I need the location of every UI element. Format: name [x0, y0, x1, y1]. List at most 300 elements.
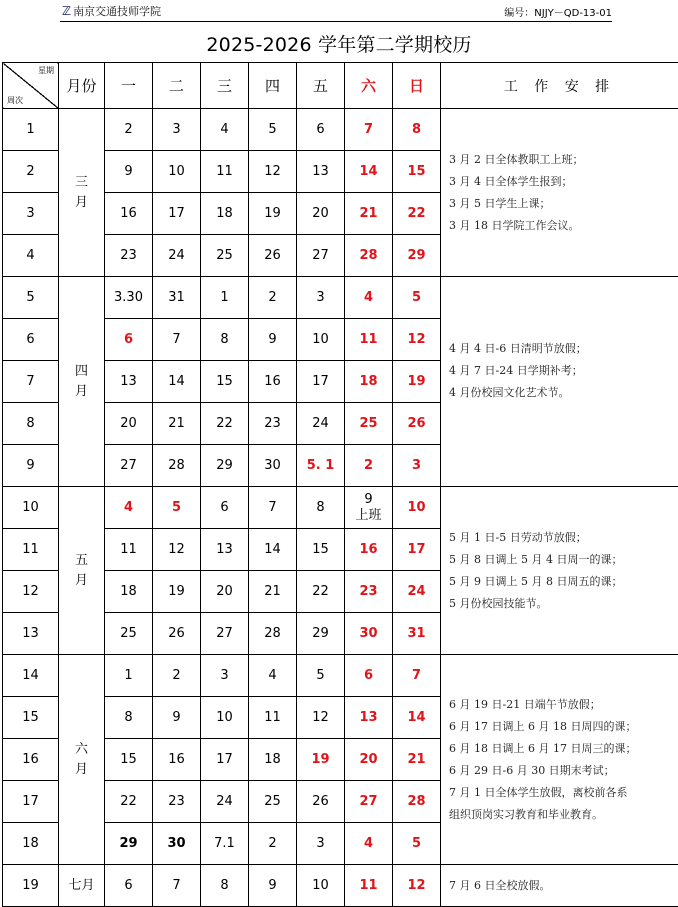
- date-cell: [393, 193, 441, 235]
- date-value: 10: [153, 164, 200, 179]
- date-cell: [201, 193, 249, 235]
- date-value: 17: [297, 374, 344, 389]
- date-value: 18: [249, 752, 296, 767]
- week-number: 13: [3, 613, 59, 655]
- page-title: 2025-2026 学年第二学期校历: [0, 30, 678, 57]
- date-cell: [153, 529, 201, 571]
- date-value: 28: [393, 794, 440, 809]
- date-cell: [105, 235, 153, 277]
- date-cell: [105, 109, 153, 151]
- date-cell: [345, 361, 393, 403]
- date-value: 16: [105, 206, 152, 221]
- date-cell: [249, 739, 297, 781]
- date-value: 21: [345, 206, 392, 221]
- week-row: [3, 277, 678, 319]
- date-cell: [105, 655, 153, 697]
- date-cell: [249, 487, 297, 529]
- date-value: 7: [153, 878, 200, 893]
- header-week-label: 周次: [7, 96, 23, 105]
- date-cell: [153, 403, 201, 445]
- date-value: 17: [393, 542, 440, 557]
- date-value: 6: [201, 500, 248, 515]
- date-cell: [297, 487, 345, 529]
- date-value: 15: [393, 164, 440, 179]
- work-arrangement-line: 3 月 18 日学院工作会议。: [449, 215, 674, 237]
- week-row: [3, 109, 678, 151]
- date-value: 1: [201, 290, 248, 305]
- date-value: 17: [201, 752, 248, 767]
- date-cell: [153, 613, 201, 655]
- date-value: 24: [297, 416, 344, 431]
- month-label: 月: [59, 760, 104, 780]
- date-cell: [297, 781, 345, 823]
- month-cell: [59, 109, 105, 277]
- date-value: 30: [249, 458, 296, 473]
- date-value: 6: [105, 332, 152, 347]
- header-day: 一: [105, 63, 153, 109]
- header-rule: [60, 21, 612, 22]
- date-cell: [297, 655, 345, 697]
- date-cell: [105, 865, 153, 907]
- date-cell: [345, 193, 393, 235]
- date-value: 23: [249, 416, 296, 431]
- date-value: 28: [249, 626, 296, 641]
- date-cell: [393, 487, 441, 529]
- date-value: 27: [297, 248, 344, 263]
- date-value: 14: [345, 164, 392, 179]
- date-value: 6: [345, 668, 392, 683]
- work-arrangement-line: 4 月 7 日-24 日学期补考；: [449, 360, 674, 382]
- date-value: 14: [249, 542, 296, 557]
- date-value: 12: [249, 164, 296, 179]
- date-value: 9: [105, 164, 152, 179]
- date-value: 14: [393, 710, 440, 725]
- date-cell: [297, 403, 345, 445]
- date-value: 7: [153, 332, 200, 347]
- date-cell: [393, 571, 441, 613]
- document-header: [0, 0, 678, 28]
- date-cell: [393, 865, 441, 907]
- week-number: 2: [3, 151, 59, 193]
- date-value: 9: [249, 332, 296, 347]
- date-cell: [201, 823, 249, 865]
- date-value: 15: [105, 752, 152, 767]
- month-label: 月: [59, 382, 104, 402]
- header-day-saturday: 六: [345, 63, 393, 109]
- date-value: 26: [153, 626, 200, 641]
- date-cell: [153, 151, 201, 193]
- header-day: 三: [201, 63, 249, 109]
- date-cell: [249, 193, 297, 235]
- date-value: 11: [345, 878, 392, 893]
- date-value: 19: [153, 584, 200, 599]
- date-value: 3: [297, 290, 344, 305]
- date-cell: [105, 487, 153, 529]
- week-number: 17: [3, 781, 59, 823]
- month-label: 七月: [59, 876, 104, 896]
- date-cell: [393, 739, 441, 781]
- date-cell: [345, 865, 393, 907]
- month-cell: [59, 655, 105, 865]
- week-row: [3, 865, 678, 907]
- document-code: 编号：NJJY－QD-13-01: [504, 4, 612, 19]
- date-cell: [249, 361, 297, 403]
- date-cell: [393, 781, 441, 823]
- date-value: 15: [201, 374, 248, 389]
- date-value: 2: [105, 122, 152, 137]
- date-value: 9: [345, 492, 392, 508]
- date-value: 27: [105, 458, 152, 473]
- date-value: 5. 1: [297, 458, 344, 473]
- date-cell: [345, 151, 393, 193]
- date-value: 21: [249, 584, 296, 599]
- header-work-arrangement: 工 作 安 排: [441, 63, 678, 109]
- header-day: 四: [249, 63, 297, 109]
- date-value: 20: [201, 584, 248, 599]
- date-value: 11: [249, 710, 296, 725]
- month-cell: [59, 865, 105, 907]
- date-value: 12: [393, 878, 440, 893]
- date-cell: [105, 277, 153, 319]
- date-value: 25: [201, 248, 248, 263]
- work-arrangement-line: 3 月 5 日学生上课；: [449, 193, 674, 215]
- date-cell: [153, 319, 201, 361]
- date-value: 28: [153, 458, 200, 473]
- date-cell: [297, 865, 345, 907]
- date-cell: [393, 445, 441, 487]
- date-cell: [249, 319, 297, 361]
- date-value: 10: [297, 878, 344, 893]
- date-value: 4: [345, 290, 392, 305]
- date-value: 5: [393, 836, 440, 851]
- date-cell: [201, 613, 249, 655]
- date-value: 4: [105, 500, 152, 515]
- date-cell: [297, 445, 345, 487]
- date-value: 1: [105, 668, 152, 683]
- date-cell: [153, 739, 201, 781]
- work-arrangement-line: 6 月 17 日调上 6 月 18 日周四的课；: [449, 716, 674, 738]
- date-cell: [201, 403, 249, 445]
- date-cell: [105, 781, 153, 823]
- date-value: 13: [345, 710, 392, 725]
- date-cell: [201, 235, 249, 277]
- corner-header: [3, 63, 59, 109]
- date-value: 27: [201, 626, 248, 641]
- date-value: 12: [297, 710, 344, 725]
- date-value: 3: [393, 458, 440, 473]
- date-value: 31: [393, 626, 440, 641]
- date-value: 22: [105, 794, 152, 809]
- date-cell: [393, 277, 441, 319]
- date-value: 30: [153, 836, 200, 851]
- date-value: 2: [249, 836, 296, 851]
- week-number: 9: [3, 445, 59, 487]
- date-value: 3: [297, 836, 344, 851]
- date-value: 20: [345, 752, 392, 767]
- date-cell: [345, 781, 393, 823]
- date-value: 9: [153, 710, 200, 725]
- week-number: 5: [3, 277, 59, 319]
- date-cell: [153, 781, 201, 823]
- date-cell: [153, 865, 201, 907]
- date-value: 18: [201, 206, 248, 221]
- date-cell: [249, 571, 297, 613]
- date-cell: [345, 529, 393, 571]
- date-cell: [297, 697, 345, 739]
- date-value: 4: [201, 122, 248, 137]
- date-value: 13: [297, 164, 344, 179]
- header-day: 五: [297, 63, 345, 109]
- date-cell: [201, 571, 249, 613]
- date-cell: [345, 739, 393, 781]
- date-value: 29: [105, 836, 152, 851]
- date-value: 31: [153, 290, 200, 305]
- date-value: 5: [393, 290, 440, 305]
- date-cell: [297, 151, 345, 193]
- table-header-row: [3, 63, 678, 109]
- date-value: 15: [297, 542, 344, 557]
- date-value: 10: [297, 332, 344, 347]
- date-cell: [153, 697, 201, 739]
- date-value: 5: [297, 668, 344, 683]
- date-value: 20: [105, 416, 152, 431]
- date-cell: [105, 403, 153, 445]
- work-arrangement-line: 6 月 19 日-21 日端午节放假；: [449, 694, 674, 716]
- date-cell: [249, 529, 297, 571]
- header-day-sunday: 日: [393, 63, 441, 109]
- work-arrangement-cell: [441, 109, 678, 277]
- week-number: 1: [3, 109, 59, 151]
- date-cell: [345, 445, 393, 487]
- week-number: 11: [3, 529, 59, 571]
- work-arrangement-line: 组织顶岗实习教育和毕业教育。: [449, 804, 674, 826]
- date-value: 20: [297, 206, 344, 221]
- date-cell: [153, 277, 201, 319]
- date-cell: [249, 655, 297, 697]
- date-cell: [393, 613, 441, 655]
- week-number: 12: [3, 571, 59, 613]
- date-cell: [297, 319, 345, 361]
- work-arrangement-line: 6 月 29 日-6 月 30 日期末考试；: [449, 760, 674, 782]
- date-value: 2: [249, 290, 296, 305]
- date-cell: [345, 823, 393, 865]
- date-value: 21: [153, 416, 200, 431]
- date-value: 22: [297, 584, 344, 599]
- work-arrangement-line: 5 月 1 日-5 日劳动节放假；: [449, 527, 674, 549]
- school-logo-icon: ℤ: [62, 4, 71, 18]
- date-value: 4: [345, 836, 392, 851]
- date-value: 28: [345, 248, 392, 263]
- date-value: 14: [153, 374, 200, 389]
- month-label: 四: [59, 362, 104, 382]
- work-arrangement-cell: [441, 277, 678, 487]
- week-row: [3, 487, 678, 529]
- header-month: 月份: [59, 63, 105, 109]
- date-cell: [105, 445, 153, 487]
- work-arrangement-line: [449, 404, 674, 426]
- date-value: 25: [249, 794, 296, 809]
- work-arrangement-line: 4 月份校园文化艺术节。: [449, 382, 674, 404]
- month-label: 五: [59, 551, 104, 571]
- date-value: 9: [249, 878, 296, 893]
- date-cell: [297, 823, 345, 865]
- date-value: 29: [201, 458, 248, 473]
- date-cell: [249, 445, 297, 487]
- date-cell: [201, 655, 249, 697]
- date-cell: [297, 193, 345, 235]
- date-value: 25: [345, 416, 392, 431]
- date-cell: [105, 529, 153, 571]
- work-arrangement-cell: [441, 865, 678, 907]
- date-cell: [105, 697, 153, 739]
- date-value: 8: [297, 500, 344, 515]
- date-value: 8: [201, 332, 248, 347]
- date-value: 12: [393, 332, 440, 347]
- date-value: 3.30: [105, 290, 152, 305]
- work-arrangement-line: 4 月 4 日-6 日清明节放假；: [449, 338, 674, 360]
- date-cell: [249, 613, 297, 655]
- date-value: 26: [393, 416, 440, 431]
- date-cell: [105, 319, 153, 361]
- week-number: 4: [3, 235, 59, 277]
- work-arrangement-line: 5 月 9 日调上 5 月 8 日周五的课；: [449, 571, 674, 593]
- date-cell: [393, 151, 441, 193]
- date-cell: [393, 361, 441, 403]
- week-number: 14: [3, 655, 59, 697]
- date-value: 17: [153, 206, 200, 221]
- date-value: 2: [345, 458, 392, 473]
- month-label: 月: [59, 193, 104, 213]
- date-cell: [153, 487, 201, 529]
- work-arrangement-line: 7 月 1 日全体学生放假，离校前各系: [449, 782, 674, 804]
- date-value: 3: [201, 668, 248, 683]
- date-value: 5: [153, 500, 200, 515]
- date-value: 26: [249, 248, 296, 263]
- month-label: 六: [59, 740, 104, 760]
- date-value: 22: [393, 206, 440, 221]
- week-number: 8: [3, 403, 59, 445]
- date-cell: [345, 697, 393, 739]
- date-cell: [105, 823, 153, 865]
- date-value: 5: [249, 122, 296, 137]
- date-cell: [297, 529, 345, 571]
- date-value: 16: [345, 542, 392, 557]
- date-cell: [393, 655, 441, 697]
- date-value: 23: [105, 248, 152, 263]
- date-cell: [201, 445, 249, 487]
- date-cell: [105, 193, 153, 235]
- date-cell: [201, 109, 249, 151]
- date-value: 8: [393, 122, 440, 137]
- date-value: 27: [345, 794, 392, 809]
- date-value: 18: [105, 584, 152, 599]
- date-value: 18: [345, 374, 392, 389]
- week-number: 15: [3, 697, 59, 739]
- date-cell: [201, 277, 249, 319]
- date-cell: [249, 403, 297, 445]
- date-cell: [393, 697, 441, 739]
- date-cell: [345, 613, 393, 655]
- date-cell: [249, 151, 297, 193]
- work-arrangement-line: 3 月 4 日全体学生报到；: [449, 171, 674, 193]
- date-value: 23: [153, 794, 200, 809]
- date-value: 13: [201, 542, 248, 557]
- month-cell: [59, 487, 105, 655]
- date-cell: [249, 781, 297, 823]
- date-value: 25: [105, 626, 152, 641]
- date-cell: [297, 361, 345, 403]
- date-cell: [345, 487, 393, 529]
- date-value: 7.1: [201, 836, 248, 851]
- date-cell: [345, 655, 393, 697]
- date-value: 24: [393, 584, 440, 599]
- date-cell: [153, 445, 201, 487]
- week-number: 19: [3, 865, 59, 907]
- date-cell: [249, 697, 297, 739]
- date-value: 8: [105, 710, 152, 725]
- date-cell: [249, 109, 297, 151]
- date-value: 24: [153, 248, 200, 263]
- date-value: 26: [297, 794, 344, 809]
- month-cell: [59, 277, 105, 487]
- date-value: 19: [393, 374, 440, 389]
- week-number: 18: [3, 823, 59, 865]
- week-number: 7: [3, 361, 59, 403]
- date-cell: [153, 109, 201, 151]
- date-cell: [201, 739, 249, 781]
- date-cell: [297, 109, 345, 151]
- date-note: 上班: [345, 508, 392, 524]
- date-value: 6: [297, 122, 344, 137]
- date-cell: [393, 403, 441, 445]
- date-cell: [153, 193, 201, 235]
- date-value: 30: [345, 626, 392, 641]
- work-arrangement-cell: [441, 655, 678, 865]
- date-cell: [297, 235, 345, 277]
- date-value: 29: [393, 248, 440, 263]
- date-cell: [249, 277, 297, 319]
- header-day: 二: [153, 63, 201, 109]
- school-logo: [62, 3, 161, 19]
- date-cell: [153, 655, 201, 697]
- date-value: 4: [249, 668, 296, 683]
- date-cell: [105, 151, 153, 193]
- date-cell: [153, 361, 201, 403]
- date-cell: [393, 109, 441, 151]
- date-value: 13: [105, 374, 152, 389]
- date-value: 10: [201, 710, 248, 725]
- date-cell: [201, 529, 249, 571]
- date-value: 12: [153, 542, 200, 557]
- date-cell: [105, 361, 153, 403]
- date-value: 8: [201, 878, 248, 893]
- work-arrangement-cell: [441, 487, 678, 655]
- date-value: 7: [249, 500, 296, 515]
- date-value: 3: [153, 122, 200, 137]
- work-arrangement-line: 7 月 6 日全校放假。: [449, 875, 674, 897]
- work-arrangement-line: 6 月 18 日调上 6 月 17 日周三的课；: [449, 738, 674, 760]
- work-arrangement-line: 5 月份校园技能节。: [449, 593, 674, 615]
- month-label: 三: [59, 173, 104, 193]
- date-value: 19: [249, 206, 296, 221]
- calendar-table: [2, 62, 678, 907]
- work-arrangement-line: 5 月 8 日调上 5 月 4 日周一的课；: [449, 549, 674, 571]
- date-cell: [249, 865, 297, 907]
- date-cell: [345, 319, 393, 361]
- week-row: [3, 655, 678, 697]
- date-cell: [201, 487, 249, 529]
- date-cell: [297, 571, 345, 613]
